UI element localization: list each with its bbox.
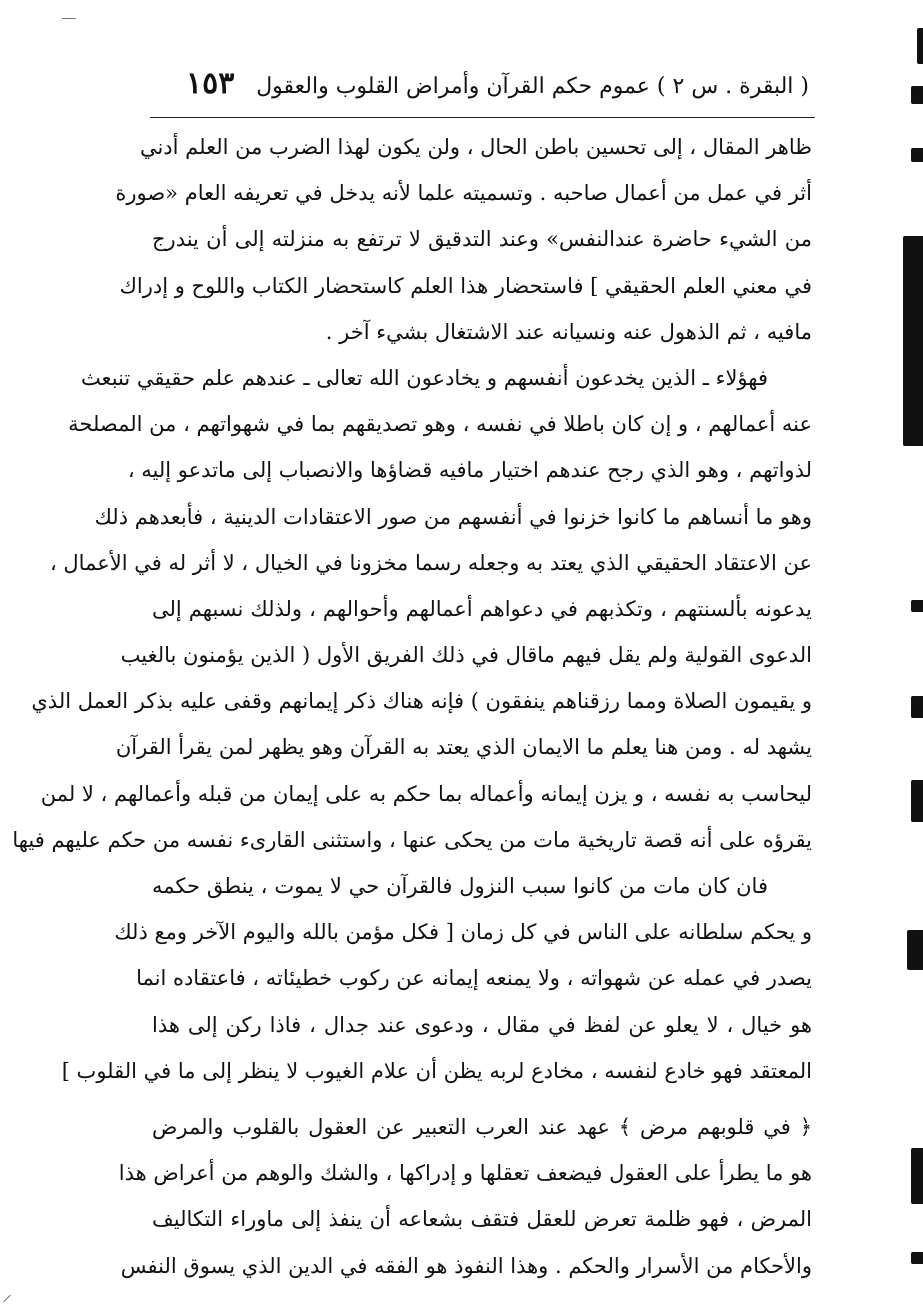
text-line: يصدر في عمله عن شهواته ، ولا يمنعه إيمانه عن ركوب خطيئاته ، فاعتقاده انما	[136, 966, 812, 991]
page-number: ١٥٣	[186, 66, 235, 101]
scan-edge-mark	[903, 236, 923, 446]
scan-edge-mark	[911, 86, 923, 104]
scan-speck	[3, 1295, 11, 1303]
text-line: ليحاسب به نفسه ، و يزن إيمانه وأعماله بما حكم به على إيمان من قبله وأعمالهم ، لا لمن	[40, 781, 812, 806]
scan-edge-mark	[911, 148, 923, 162]
scan-edge-mark	[907, 930, 923, 970]
text-line: فان كان مات من كانوا سبب النزول فالقرآن حي لا يموت ، ينطق حكمه	[152, 874, 768, 898]
text-line: المرض ، فهو ظلمة تعرض للعقل فتقف بشعاعه أن ينفذ إلى ماوراء التكاليف	[152, 1207, 812, 1232]
text-line: الدعوى القولية ولم يقل فيهم ماقال في ذلك الفريق الأول ( الذين يؤمنون بالغيب	[120, 643, 812, 668]
scan-edge-mark	[911, 780, 923, 822]
text-line: و يحكم سلطانه على الناس في كل زمان [ فكل مؤمن بالله واليوم الآخر ومع ذلك	[114, 920, 812, 945]
running-header	[150, 64, 815, 114]
text-line: من الشيء حاضرة عندالنفس» وعند التدقيق لا ترتفع به منزلته إلى أن يندرج	[152, 227, 812, 252]
body-text	[12, 124, 812, 1289]
text-line: ظاهر المقال ، إلى تحسين باطن الحال ، ولن يكون لهذا الضرب من العلم أدني	[139, 135, 812, 159]
scan-edge-mark	[911, 1148, 923, 1204]
text-line: أثر في عمل من أعمال صاحبه . وتسميته علما لأنه يدخل في تعريفه العام «صورة	[115, 181, 812, 206]
text-line: في معني العلم الحقيقي ] فاستحضار هذا العلم كاستحضار الكتاب واللوح و إدراك	[119, 273, 812, 298]
header-divider	[150, 117, 815, 118]
text-line: عنه أعمالهم ، و إن كان باطلا في نفسه ، وهو تصديقهم بما في شهواتهم ، من المصلحة	[68, 412, 812, 437]
text-line: و يقيمون الصلاة ومما رزقناهم ينفقون ) فإنه هناك ذكر إيمانهم وقفى عليه بذكر العمل الذي	[31, 689, 812, 714]
scan-edge-mark	[911, 600, 923, 612]
text-line: يدعونه بألسنتهم ، وتكذبهم في دعواهم أعمالهم وأحوالهم ، ولذلك نسبهم إلى	[152, 596, 812, 621]
scan-edge-mark	[911, 1252, 923, 1264]
text-line: هو خيال ، لا يعلو عن لفظ في مقال ، ودعوى عند جدال ، فاذا ركن إلى هذا	[152, 1012, 812, 1037]
text-line: يشهد له . ومن هنا يعلم ما الايمان الذي يعتد به القرآن وهو يظهر لمن يقرأ القرآن	[115, 735, 812, 760]
text-line: يقرؤه على أنه قصة تاريخية مات من يحكى عنها ، واستثنى القارىء نفسه من حكم عليهم فيها	[12, 827, 812, 852]
text-line: فهؤلاء ـ الذين يخدعون أنفسهم و يخادعون الله تعالى ـ عندهم علم حقيقي تنبعث	[80, 365, 768, 390]
scan-edge-mark	[911, 696, 923, 718]
running-header-title: ( البقرة . س ٢ ) عموم حكم القرآن وأمراض القلوب والعقول	[256, 74, 809, 99]
text-line: هو ما يطرأ على العقول فيضعف تعقلها و إدراكها ، والشك والوهم من أعراض هذا	[118, 1161, 812, 1186]
scan-speck	[62, 18, 76, 19]
text-line: مافيه ، ثم الذهول عنه ونسيانه عند الاشتغال بشيء آخر .	[325, 319, 812, 344]
text-line: المعتقد فهو خادع لنفسه ، مخادع لربه يظن أن علام الغيوب لا ينظر إلى ما في القلوب ]	[61, 1058, 812, 1083]
text-line: وهو ما أنساهم ما كانوا خزنوا في أنفسهم من صور الاعتقادات الدينية ، فأبعدهم ذلك	[94, 504, 812, 529]
text-line: عن الاعتقاد الحقيقي الذي يعتد به وجعله رسما مخزونا في الخيال ، لا أثر له في الأعمال ،	[49, 550, 812, 575]
text-line: والأحكام من الأسرار والحكم . وهذا النفوذ هو الفقه في الدين الذي يسوق النفس	[120, 1253, 812, 1278]
scan-edge-mark	[917, 28, 923, 64]
text-line: ﴿ في قلوبهم مرض ﴾ عهد عند العرب التعبير عن العقول بالقلوب والمرض	[152, 1114, 812, 1139]
section-separator	[152, 1094, 812, 1104]
text-line: لذواتهم ، وهو الذي رجح عندهم اختيار مافيه قضاؤها والانصباب إلى ماتدعو إليه ،	[127, 458, 812, 483]
